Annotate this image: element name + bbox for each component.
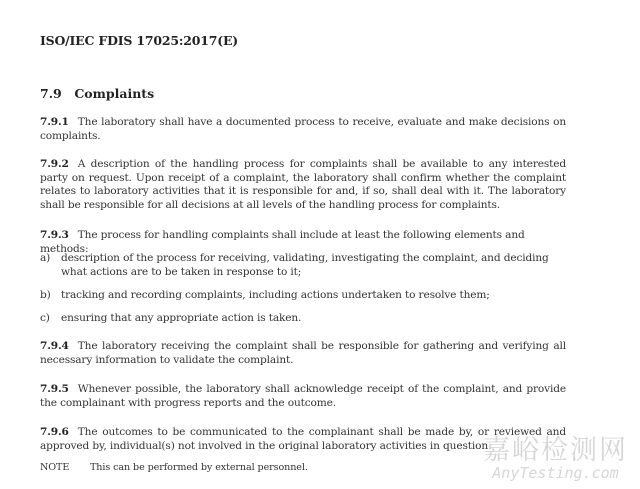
note-text: This can be performed by external personnel. bbox=[90, 462, 308, 473]
list-item-b bbox=[40, 289, 566, 303]
watermark bbox=[483, 437, 628, 481]
watermark-chinese: 嘉峪检测网 bbox=[483, 435, 628, 466]
document-id: ISO/IEC FDIS 17025:2017(E) bbox=[40, 33, 238, 48]
clause-number: 7.9.3 bbox=[40, 229, 69, 241]
clause-text: Whenever possible, the laboratory shall acknowledge receipt of the complaint, and provide the complainant with progress reports and the outcome. bbox=[40, 383, 566, 409]
clause-text: The outcomes to be communicated to the complainant shall be made by, or reviewed and approved by, individual(s) not involved in the original laboratory activities in question. bbox=[40, 426, 566, 452]
note-label: NOTE bbox=[40, 462, 70, 473]
section-heading bbox=[40, 86, 154, 101]
note bbox=[40, 462, 308, 474]
list-item-a bbox=[40, 252, 566, 279]
section-number: 7.9 bbox=[40, 86, 62, 101]
list-marker: c) bbox=[40, 312, 50, 324]
list-text: tracking and recording complaints, including actions undertaken to resolve them; bbox=[61, 289, 490, 301]
list-item-c bbox=[40, 312, 566, 326]
clause-text: The process for handling complaints shall include at least the following elements and methods: bbox=[40, 229, 525, 255]
clause-number: 7.9.4 bbox=[40, 340, 69, 352]
clause-text: The laboratory shall have a documented process to receive, evaluate and make decisions on complaints. bbox=[40, 116, 566, 142]
clause-7-9-4 bbox=[40, 340, 566, 367]
list-text: ensuring that any appropriate action is taken. bbox=[61, 312, 302, 324]
clause-7-9-5 bbox=[40, 383, 566, 410]
clause-7-9-2 bbox=[40, 158, 566, 212]
list-marker: b) bbox=[40, 289, 51, 301]
watermark-english: AnyTesting.com bbox=[492, 464, 619, 482]
clause-text: A description of the handling process for complaints shall be available to any interested party on request. Upon receipt of a complaint, the laboratory shall confirm whether the complaint relates to laboratory activities that it is responsible for and, if so, shall deal with it. The laboratory shall be responsible for all decisions at all levels of the handling process for complaints. bbox=[40, 158, 566, 211]
clause-number: 7.9.1 bbox=[40, 116, 69, 128]
clause-7-9-1 bbox=[40, 116, 566, 143]
list-marker: a) bbox=[40, 252, 51, 264]
clause-number: 7.9.6 bbox=[40, 426, 69, 438]
clause-text: The laboratory receiving the complaint shall be responsible for gathering and verifying all necessary information to validate the complaint. bbox=[40, 340, 566, 366]
clause-number: 7.9.2 bbox=[40, 158, 69, 170]
clause-number: 7.9.5 bbox=[40, 383, 69, 395]
section-title: Complaints bbox=[74, 86, 155, 101]
list-text: description of the process for receiving, validating, investigating the complaint, and deciding what actions are to be taken in response to it; bbox=[61, 252, 549, 278]
